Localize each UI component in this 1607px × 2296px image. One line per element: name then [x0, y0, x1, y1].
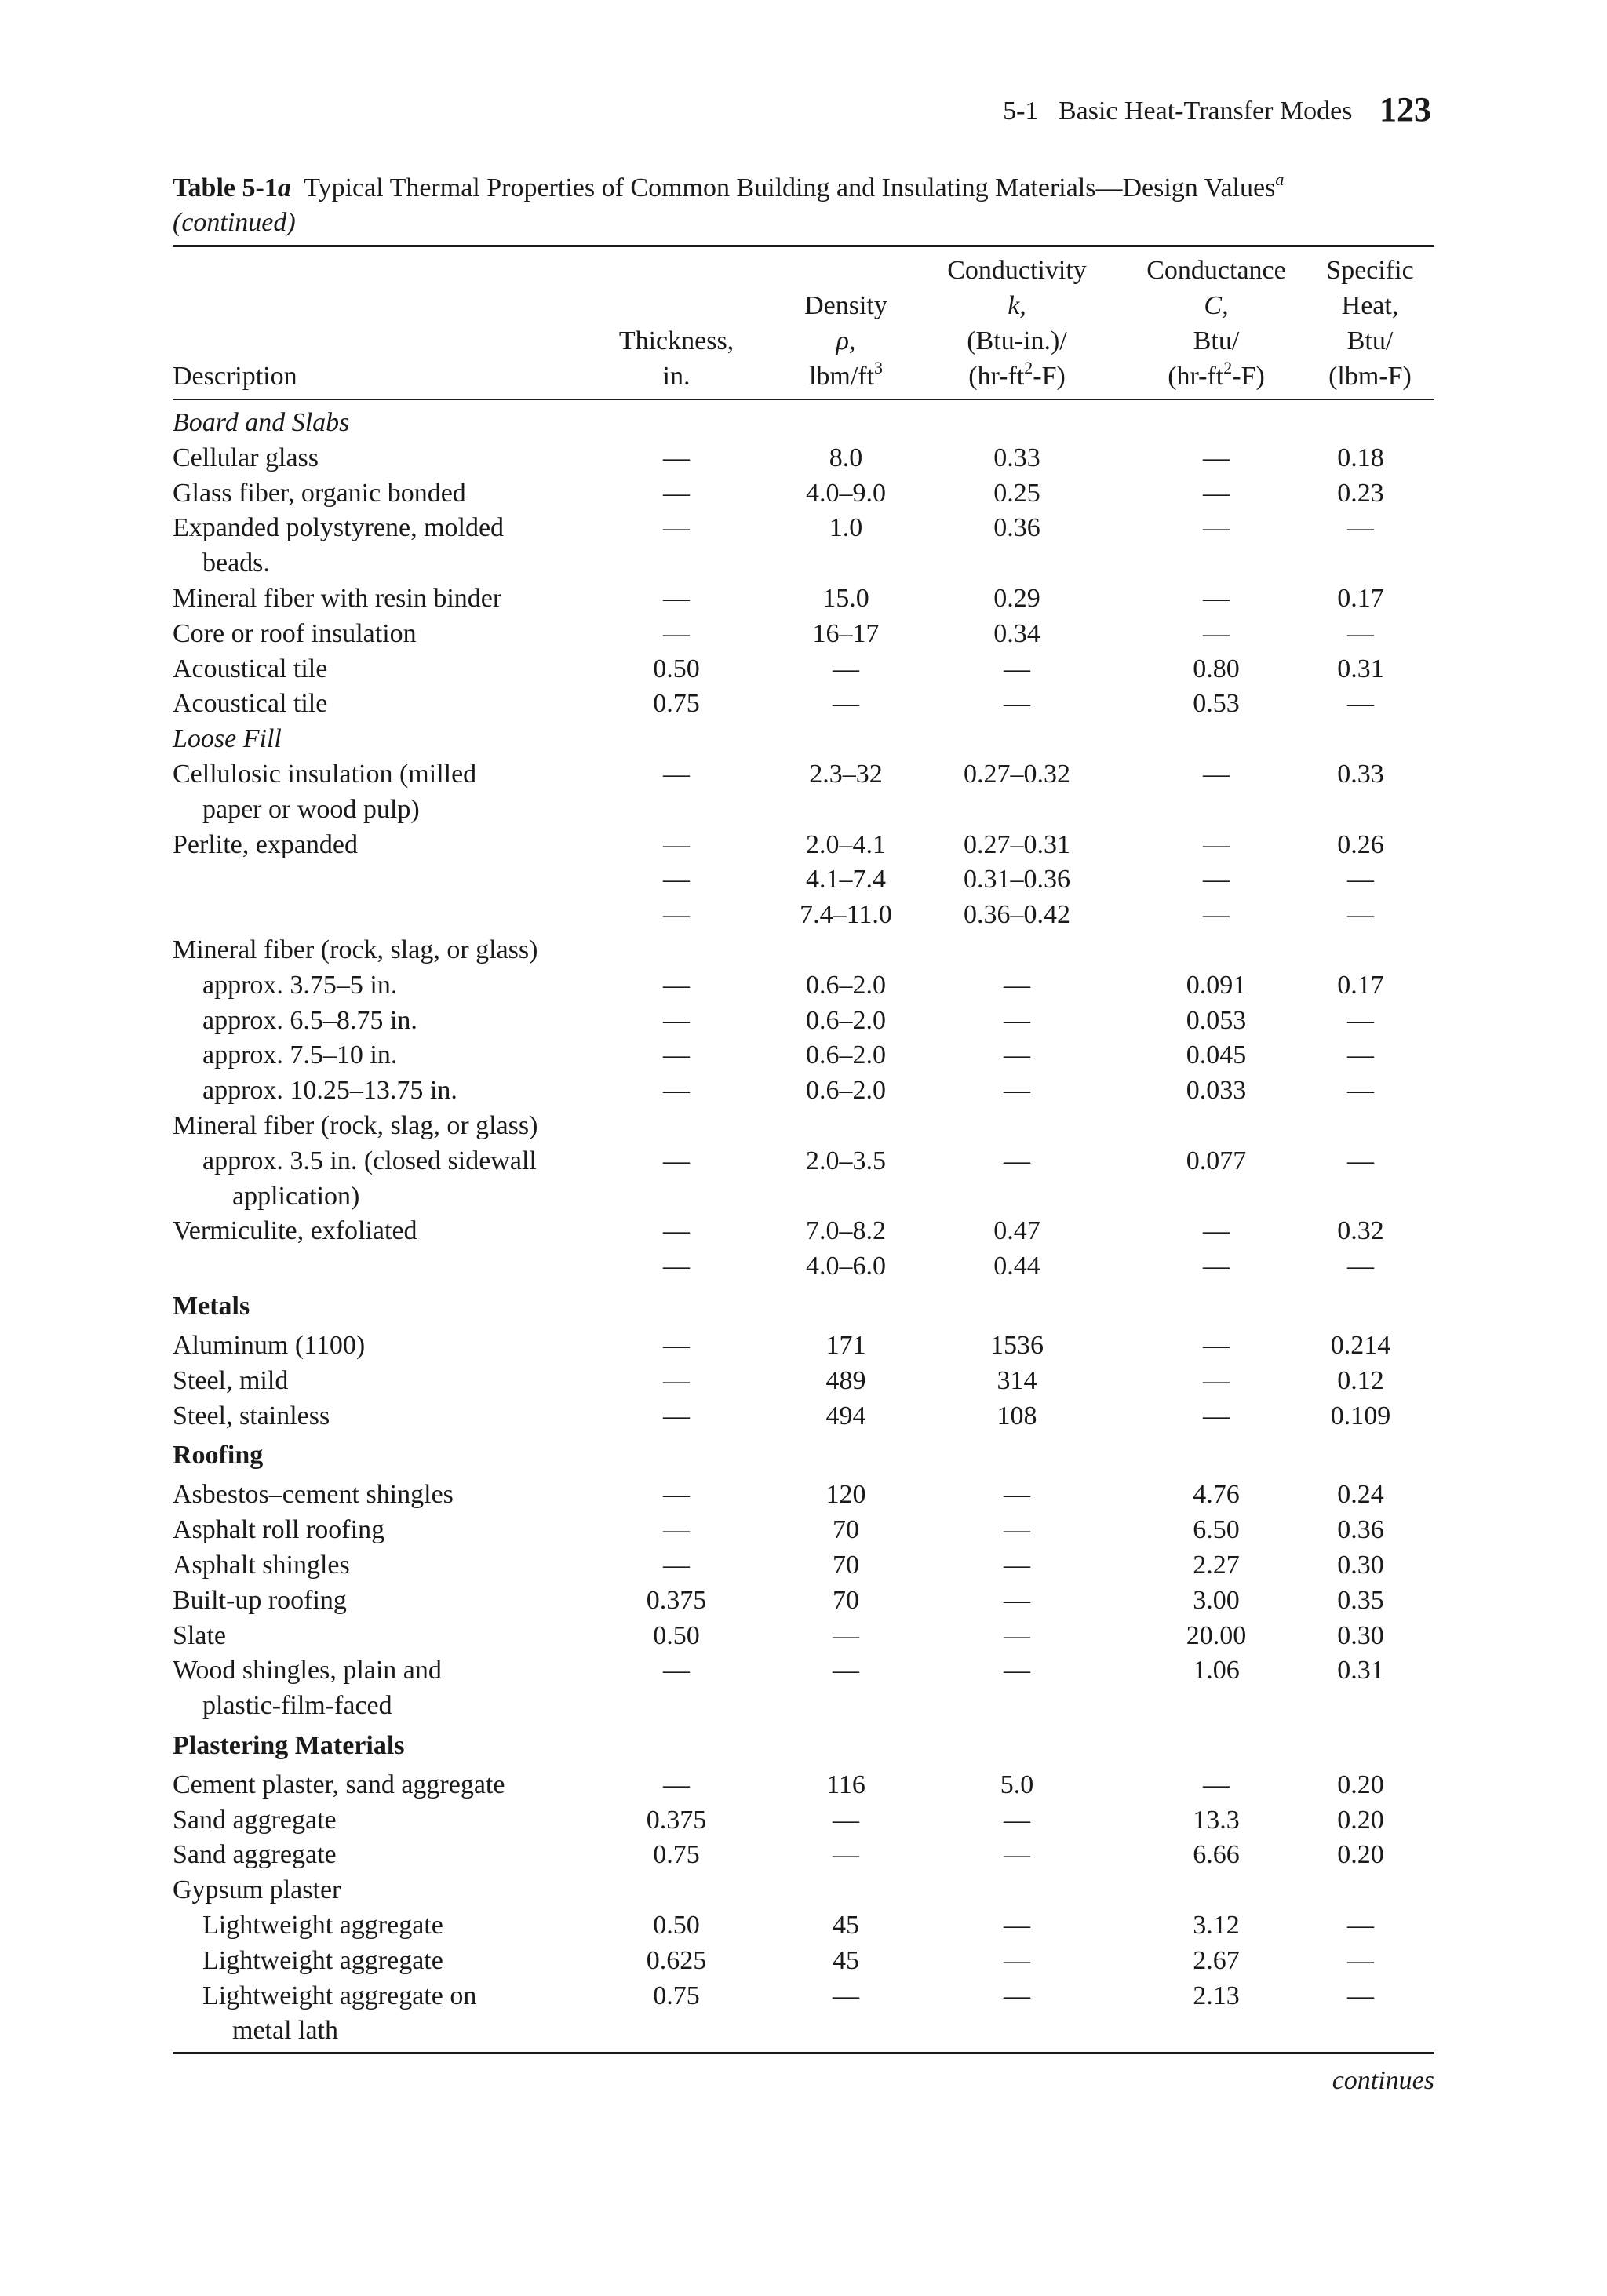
cell-conductivity: 0.25: [993, 478, 1040, 508]
table-row: [0, 757, 1607, 793]
cell-specific-heat: 0.31: [1337, 1656, 1384, 1686]
cell-conductance: 0.091: [1186, 970, 1247, 1000]
table-top-rule: [173, 245, 1434, 247]
cell-specific-heat: 0.36: [1337, 1515, 1384, 1545]
cell-conductivity: 0.27–0.31: [964, 829, 1070, 859]
cell-conductance: 3.00: [1193, 1585, 1240, 1615]
cell-conductance: —: [1203, 900, 1230, 930]
section-heading-row: [0, 1724, 1607, 1768]
cell-thickness: 0.375: [646, 1805, 707, 1835]
cell-thickness: 0.75: [653, 1840, 700, 1870]
cell-density: —: [833, 1656, 859, 1686]
cell-description: Steel, stainless: [173, 1401, 330, 1430]
table-row: [0, 476, 1607, 512]
cell-density: 0.6–2.0: [806, 1005, 886, 1035]
table-body: [0, 406, 1607, 2049]
cell-density: —: [833, 689, 859, 719]
cell-thickness: —: [663, 583, 690, 613]
section-heading-row: [0, 722, 1607, 757]
cell-conductance: 2.27: [1193, 1550, 1240, 1580]
cell-description: Plastering Materials: [173, 1730, 405, 1760]
cell-conductance: 6.50: [1193, 1515, 1240, 1545]
cell-thickness: —: [663, 865, 690, 895]
cell-specific-heat: 0.20: [1337, 1805, 1384, 1835]
cell-conductivity: —: [1004, 654, 1030, 683]
cell-specific-heat: —: [1347, 1945, 1374, 1975]
cell-description: Core or roof insulation: [173, 618, 417, 648]
cell-conductance: 4.76: [1193, 1480, 1240, 1510]
table-row: [0, 581, 1607, 617]
cell-density: —: [833, 654, 859, 683]
cell-conductivity: —: [1004, 689, 1030, 719]
table-row: [0, 511, 1607, 546]
cell-thickness: —: [663, 900, 690, 930]
cell-thickness: —: [663, 1365, 690, 1395]
cell-description: Board and Slabs: [173, 408, 350, 437]
cell-description: Asphalt shingles: [173, 1550, 350, 1580]
cell-density: 4.0–9.0: [806, 478, 886, 508]
cell-conductivity: 0.44: [993, 1252, 1040, 1281]
cell-specific-heat: 0.31: [1337, 654, 1384, 683]
cell-conductivity: —: [1004, 1805, 1030, 1835]
cell-conductivity: —: [1004, 1515, 1030, 1545]
cell-description: Metals: [173, 1291, 250, 1321]
cell-density: 2.3–32: [809, 759, 883, 789]
cell-conductance: 13.3: [1193, 1805, 1240, 1835]
table-row: [0, 617, 1607, 652]
table-header-rule: [173, 399, 1434, 400]
cell-description: Aluminum (1100): [173, 1330, 366, 1360]
table-row: [0, 1038, 1607, 1073]
cell-specific-heat: —: [1347, 513, 1374, 543]
cell-conductance: —: [1203, 618, 1230, 648]
header-density: Density ρ, lbm/$ft^3$: [804, 291, 887, 391]
page-number: 123: [1379, 90, 1431, 129]
cell-density: —: [833, 1981, 859, 2010]
cell-specific-heat: 0.32: [1337, 1216, 1384, 1246]
cell-description: approx. 3.75–5 in.: [202, 970, 398, 1000]
table-row: [0, 1584, 1607, 1619]
cell-conductivity: 0.36: [993, 513, 1040, 543]
cell-description: approx. 10.25–13.75 in.: [202, 1076, 457, 1106]
cell-description: Cement plaster, sand aggregate: [173, 1769, 505, 1799]
cell-specific-heat: —: [1347, 1076, 1374, 1106]
cell-description: beads.: [202, 548, 270, 578]
cell-thickness: —: [663, 443, 690, 472]
cell-specific-heat: —: [1347, 865, 1374, 895]
cell-density: 15.0: [822, 583, 869, 613]
cell-thickness: 0.50: [653, 1620, 700, 1650]
cell-conductivity: —: [1004, 1945, 1030, 1975]
cell-conductance: —: [1203, 1401, 1230, 1430]
header-conductance: Conductance C, Btu/ $(hr-ft^2-F)$: [1146, 256, 1286, 391]
cell-description: metal lath: [232, 2016, 339, 2046]
table-row: [0, 1249, 1607, 1285]
table-title: Typical Thermal Properties of Common Building and Insulating Materials—Design Values: [304, 173, 1276, 202]
cell-conductivity: —: [1004, 1480, 1030, 1510]
cell-description: Glass fiber, organic bonded: [173, 478, 466, 508]
cell-thickness: —: [663, 1330, 690, 1360]
table-row: [0, 1768, 1607, 1803]
cell-specific-heat: 0.30: [1337, 1550, 1384, 1580]
cell-conductance: —: [1203, 583, 1230, 613]
cell-density: 171: [825, 1330, 866, 1360]
cell-conductivity: —: [1004, 970, 1030, 1000]
table-row: [0, 2014, 1607, 2049]
cell-specific-heat: 0.20: [1337, 1840, 1384, 1870]
cell-conductivity: 108: [997, 1401, 1037, 1430]
table-row: [0, 1364, 1607, 1399]
table-row: [0, 1944, 1607, 1979]
cell-density: 45: [833, 1911, 859, 1941]
cell-description: application): [232, 1181, 360, 1211]
cell-thickness: —: [663, 970, 690, 1000]
cell-description: Mineral fiber (rock, slag, or glass): [173, 935, 538, 964]
table-row: [0, 1004, 1607, 1039]
cell-thickness: 0.75: [653, 1981, 700, 2010]
cell-thickness: —: [663, 1401, 690, 1430]
cell-specific-heat: 0.30: [1337, 1620, 1384, 1650]
cell-density: —: [833, 1805, 859, 1835]
cell-description: Lightweight aggregate on: [202, 1981, 477, 2010]
cell-conductivity: —: [1004, 1656, 1030, 1686]
header-thickness: Thickness, in.: [618, 326, 734, 391]
cell-specific-heat: —: [1347, 1911, 1374, 1941]
cell-thickness: —: [663, 1656, 690, 1686]
cell-density: —: [833, 1840, 859, 1870]
cell-thickness: —: [663, 1769, 690, 1799]
cell-conductivity: 0.36–0.42: [964, 900, 1070, 930]
table-row: [0, 1689, 1607, 1724]
cell-thickness: —: [663, 829, 690, 859]
table-bottom-rule: [173, 2052, 1434, 2054]
section-heading-row: [0, 406, 1607, 441]
cell-thickness: —: [663, 1076, 690, 1106]
cell-thickness: —: [663, 478, 690, 508]
cell-description: Cellular glass: [173, 443, 319, 472]
cell-specific-heat: 0.33: [1337, 759, 1384, 789]
cell-conductivity: 0.27–0.32: [964, 759, 1070, 789]
cell-description: approx. 3.5 in. (closed sidewall: [202, 1146, 537, 1175]
cell-specific-heat: 0.214: [1330, 1330, 1391, 1360]
cell-conductivity: 314: [997, 1365, 1037, 1395]
cell-description: approx. 7.5–10 in.: [202, 1040, 398, 1070]
cell-density: 494: [825, 1401, 866, 1430]
table-row: [0, 1328, 1607, 1364]
cell-conductivity: —: [1004, 1040, 1030, 1070]
cell-thickness: —: [663, 1550, 690, 1580]
table-row: [0, 1144, 1607, 1179]
cell-conductance: —: [1203, 865, 1230, 895]
cell-thickness: —: [663, 1146, 690, 1175]
cell-specific-heat: —: [1347, 1981, 1374, 2010]
table-row: [0, 968, 1607, 1004]
cell-conductivity: 0.34: [993, 618, 1040, 648]
cell-conductivity: —: [1004, 1620, 1030, 1650]
cell-description: Asphalt roll roofing: [173, 1515, 385, 1545]
cell-density: 7.0–8.2: [806, 1216, 886, 1246]
table-row: [0, 1073, 1607, 1109]
cell-conductivity: —: [1004, 1005, 1030, 1035]
cell-specific-heat: —: [1347, 689, 1374, 719]
cell-thickness: —: [663, 1005, 690, 1035]
cell-description: Sand aggregate: [173, 1840, 337, 1870]
cell-description: Mineral fiber with resin binder: [173, 583, 502, 613]
cell-specific-heat: 0.18: [1337, 443, 1384, 472]
cell-description: Wood shingles, plain and: [173, 1656, 442, 1686]
cell-description: Lightweight aggregate: [202, 1911, 443, 1941]
table-row: [0, 1109, 1607, 1144]
cell-description: Roofing: [173, 1441, 264, 1471]
cell-density: 1.0: [829, 513, 863, 543]
cell-specific-heat: 0.26: [1337, 829, 1384, 859]
table-row: [0, 1214, 1607, 1249]
table-row: [0, 1399, 1607, 1434]
cell-description: Cellulosic insulation (milled: [173, 759, 477, 789]
cell-thickness: —: [663, 1480, 690, 1510]
table-row: [0, 1653, 1607, 1689]
table-row: [0, 1513, 1607, 1548]
cell-conductance: —: [1203, 759, 1230, 789]
cell-specific-heat: 0.17: [1337, 583, 1384, 613]
cell-specific-heat: —: [1347, 1040, 1374, 1070]
cell-specific-heat: 0.17: [1337, 970, 1384, 1000]
cell-conductivity: —: [1004, 1840, 1030, 1870]
table-row: [0, 652, 1607, 687]
table-row: [0, 793, 1607, 828]
cell-description: Perlite, expanded: [173, 829, 359, 859]
cell-density: 70: [833, 1515, 859, 1545]
cell-specific-heat: 0.20: [1337, 1769, 1384, 1799]
cell-density: 16–17: [812, 618, 880, 648]
cell-density: 489: [825, 1365, 866, 1395]
cell-conductance: 20.00: [1186, 1620, 1247, 1650]
running-head: [1003, 88, 1431, 128]
table-row: [0, 828, 1607, 863]
cell-description: Lightweight aggregate: [202, 1945, 443, 1975]
cell-specific-heat: 0.23: [1337, 478, 1384, 508]
section-heading-row: [0, 1285, 1607, 1328]
cell-thickness: —: [663, 1515, 690, 1545]
cell-conductivity: 0.31–0.36: [964, 865, 1070, 895]
table-row: [0, 687, 1607, 722]
cell-specific-heat: 0.109: [1330, 1401, 1391, 1430]
cell-conductance: —: [1203, 1330, 1230, 1360]
cell-conductivity: 0.33: [993, 443, 1040, 472]
cell-density: 70: [833, 1585, 859, 1615]
cell-density: 70: [833, 1550, 859, 1580]
cell-thickness: 0.75: [653, 689, 700, 719]
cell-conductivity: —: [1004, 1146, 1030, 1175]
cell-density: 116: [826, 1769, 865, 1799]
header-description: Description: [173, 362, 297, 391]
cell-specific-heat: 0.35: [1337, 1585, 1384, 1615]
cell-thickness: —: [663, 513, 690, 543]
cell-conductance: 0.077: [1186, 1146, 1247, 1175]
cell-conductance: 3.12: [1193, 1911, 1240, 1941]
table-row: [0, 933, 1607, 968]
cell-thickness: 0.375: [646, 1585, 707, 1615]
table-row: [0, 862, 1607, 898]
cell-conductance: —: [1203, 829, 1230, 859]
cell-conductance: 0.80: [1193, 654, 1240, 683]
table-row: [0, 1873, 1607, 1908]
cell-density: 120: [825, 1480, 866, 1510]
cell-description: Expanded polystyrene, molded: [173, 513, 505, 543]
table-caption: [173, 171, 1436, 240]
cell-thickness: 0.50: [653, 654, 700, 683]
table-row: [0, 1619, 1607, 1654]
cell-density: 0.6–2.0: [806, 1040, 886, 1070]
header-conductivity: Conductivity k, (Btu-in.)/ $(hr-ft^2-F)$: [947, 256, 1087, 391]
cell-density: 2.0–4.1: [806, 829, 886, 859]
section-title: Basic Heat-Transfer Modes: [1058, 97, 1353, 126]
cell-description: Gypsum plaster: [173, 1875, 341, 1905]
cell-specific-heat: 0.24: [1337, 1480, 1384, 1510]
cell-conductance: 6.66: [1193, 1840, 1240, 1870]
cell-conductance: 0.53: [1193, 689, 1240, 719]
cell-conductivity: 0.29: [993, 583, 1040, 613]
cell-conductance: 0.053: [1186, 1005, 1247, 1035]
cell-conductivity: —: [1004, 1550, 1030, 1580]
cell-density: 2.0–3.5: [806, 1146, 886, 1175]
cell-description: paper or wood pulp): [202, 794, 420, 824]
cell-thickness: —: [663, 759, 690, 789]
table-row: [0, 546, 1607, 581]
cell-description: approx. 6.5–8.75 in.: [202, 1005, 417, 1035]
section-number: 5-1: [1003, 97, 1039, 126]
cell-conductance: —: [1203, 443, 1230, 472]
cell-specific-heat: 0.12: [1337, 1365, 1384, 1395]
cell-description: Acoustical tile: [173, 654, 328, 683]
cell-thickness: —: [663, 1252, 690, 1281]
table-row: [0, 1908, 1607, 1944]
header-specific-heat: Specific Heat, Btu/ (lbm-F): [1326, 256, 1414, 391]
section-heading-row: [0, 1434, 1607, 1478]
cell-density: —: [833, 1620, 859, 1650]
cell-thickness: 0.625: [646, 1945, 707, 1975]
cell-conductivity: 1536: [990, 1330, 1044, 1360]
table-row: [0, 1548, 1607, 1584]
cell-description: Sand aggregate: [173, 1805, 337, 1835]
cell-description: Loose Fill: [173, 724, 282, 754]
cell-specific-heat: —: [1347, 1005, 1374, 1035]
cell-specific-heat: —: [1347, 1146, 1374, 1175]
cell-density: 7.4–11.0: [800, 900, 892, 930]
cell-density: 0.6–2.0: [806, 1076, 886, 1106]
cell-conductance: 1.06: [1193, 1656, 1240, 1686]
continued-label: (continued): [173, 208, 296, 237]
cell-density: 4.0–6.0: [806, 1252, 886, 1281]
cell-thickness: 0.50: [653, 1911, 700, 1941]
cell-conductivity: 0.47: [993, 1216, 1040, 1246]
cell-description: Acoustical tile: [173, 689, 328, 719]
cell-conductivity: —: [1004, 1076, 1030, 1106]
cell-density: 45: [833, 1945, 859, 1975]
table-row: [0, 1838, 1607, 1873]
cell-conductivity: —: [1004, 1911, 1030, 1941]
cell-description: Slate: [173, 1620, 226, 1650]
cell-density: 0.6–2.0: [806, 970, 886, 1000]
table-row: [0, 898, 1607, 933]
cell-description: Vermiculite, exfoliated: [173, 1216, 417, 1246]
table-row: [0, 1979, 1607, 2014]
cell-conductivity: —: [1004, 1981, 1030, 2010]
cell-conductivity: 5.0: [1000, 1769, 1034, 1799]
table-row: [0, 1179, 1607, 1215]
cell-description: Built-up roofing: [173, 1585, 347, 1615]
cell-specific-heat: —: [1347, 900, 1374, 930]
cell-density: 8.0: [829, 443, 863, 472]
cell-thickness: —: [663, 1216, 690, 1246]
table-number: Table 5-1a: [173, 173, 291, 202]
cell-conductivity: —: [1004, 1585, 1030, 1615]
cell-conductance: —: [1203, 1216, 1230, 1246]
cell-conductance: —: [1203, 478, 1230, 508]
cell-conductance: —: [1203, 1769, 1230, 1799]
cell-conductance: 2.67: [1193, 1945, 1240, 1975]
table-row: [0, 441, 1607, 476]
table-row: [0, 1803, 1607, 1839]
cell-description: Steel, mild: [173, 1365, 289, 1395]
cell-conductance: 2.13: [1193, 1981, 1240, 2010]
cell-thickness: —: [663, 1040, 690, 1070]
cell-conductance: —: [1203, 513, 1230, 543]
cell-conductance: —: [1203, 1252, 1230, 1281]
footnote-mark: a: [1275, 169, 1285, 189]
cell-specific-heat: —: [1347, 618, 1374, 648]
cell-description: plastic-film-faced: [202, 1691, 392, 1721]
cell-thickness: —: [663, 618, 690, 648]
cell-specific-heat: —: [1347, 1252, 1374, 1281]
cell-conductance: 0.033: [1186, 1076, 1247, 1106]
cell-description: Asbestos–cement shingles: [173, 1480, 454, 1510]
cell-conductance: 0.045: [1186, 1040, 1247, 1070]
cell-conductance: —: [1203, 1365, 1230, 1395]
table-row: [0, 1478, 1607, 1513]
continues-label: continues: [1332, 2066, 1434, 2095]
cell-description: Mineral fiber (rock, slag, or glass): [173, 1110, 538, 1140]
cell-density: 4.1–7.4: [806, 865, 886, 895]
